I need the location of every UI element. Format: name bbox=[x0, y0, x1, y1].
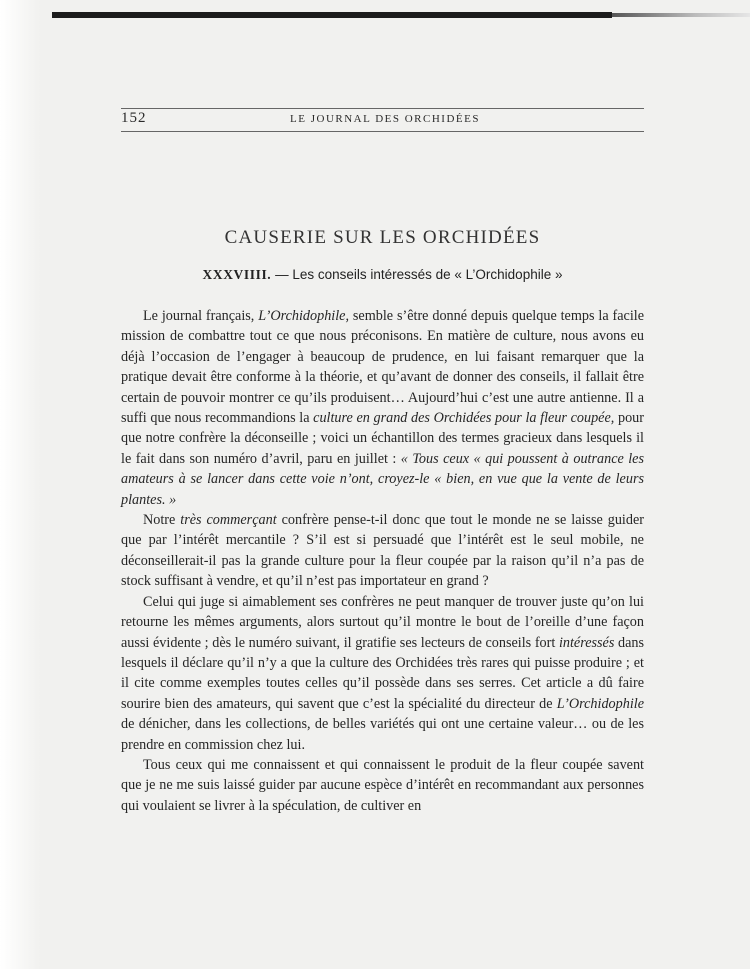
header-rule-lower bbox=[121, 131, 644, 132]
page-margin-shadow bbox=[0, 0, 40, 969]
header-rule-upper bbox=[121, 108, 644, 109]
italic-run: « Tous ceux « qui poussent à outrance les amateurs à se lancer dans cette voie n’ont, croyez-le « bien, en vue que la vente de leurs plantes. » bbox=[121, 450, 645, 508]
italic-run: L’Orchidophile, bbox=[258, 308, 350, 324]
article-body bbox=[121, 306, 644, 816]
top-border-rule bbox=[52, 12, 612, 18]
subtitle-number: XXXVIIII. bbox=[202, 267, 272, 282]
article-subtitle bbox=[121, 267, 644, 283]
subtitle-text: — Les conseils intéressés de « L’Orchidophile » bbox=[275, 267, 563, 282]
italic-run: intéressés bbox=[558, 634, 615, 651]
text-run: Tous ceux qui me connaissent et qui connaissent le produit de la fleur coupée savent que je ne me suis laissé guider par aucune espèce d’intérêt en recommandant aux personnes qui voulaient se livrer à la spéculation, de cultiver en bbox=[121, 756, 644, 814]
text-run: Le journal français, bbox=[143, 308, 259, 324]
text-run: Notre bbox=[143, 512, 181, 529]
text-run: dans lesquels il déclare qu’il n’y a que la culture des Orchidées très rares qui puisse produire ; et il cite comme exemples toutes celles qu’il possède dans ses serres. Cet article a dû faire sourire bien des amateurs, qui savent que c’est la spécialité du directeur de bbox=[121, 634, 644, 712]
italic-run: très commerçant bbox=[180, 512, 277, 529]
text-run: de dénicher, dans les collections, de belles variétés qui ont une certaine valeur… ou de les prendre en commission chez lui. bbox=[121, 716, 644, 753]
body-paragraph bbox=[121, 755, 644, 816]
text-run: confrère pense-t-il donc que tout le monde ne se laisse guider que par l’intérêt mercantile ? S’il est si persuadé que l’intérêt est le seul mobile, ne déconseillerait-il pas la grande culture pour la fleur coupée par la raison qu’il n’a pas de stock suffisant à vendre, et qu’il n’est pas importateur en grand ? bbox=[121, 512, 644, 590]
text-run: semble s’être donné depuis quelque temps la facile mission de combattre tout ce que nous préconisons. En matière de culture, nous avons eu déjà l’occasion de l’engager à beaucoup de prudence, en lui faisant remarquer que la pratique devait être conforme à la théorie, et qu’avant de donner des conseils, il fallait être certain de pouvoir montrer ce qu’ils produisent… Aujourd’hui c’est une autre antienne. Il a suffi que nous recommandions la bbox=[121, 308, 645, 427]
page-number: 152 bbox=[121, 110, 147, 126]
italic-run: L’Orchidophile bbox=[556, 695, 644, 712]
italic-run: culture en grand des Orchidées pour la fleur coupée, bbox=[313, 410, 615, 427]
text-run: pour que notre confrère la déconseille ; voici un échantillon des termes gracieux dans lesquels il le fait dans son numéro d’avril, paru en juillet : bbox=[121, 410, 644, 467]
text-run: Celui qui juge si aimablement ses confrères ne peut manquer de trouver juste qu’on lui retourne les mêmes arguments, alors surtout qu’il montre le bout de l’oreille d’une façon aussi évidente ; dès le numéro suivant, il gratifie ses lecteurs de conseils fort bbox=[121, 593, 644, 651]
running-head: LE JOURNAL DES ORCHIDÉES bbox=[290, 113, 480, 125]
body-paragraph bbox=[121, 510, 644, 592]
body-paragraph bbox=[121, 592, 644, 755]
body-paragraph bbox=[121, 306, 644, 510]
top-border-fade bbox=[612, 13, 750, 17]
article-title: CAUSERIE SUR LES ORCHIDÉES bbox=[224, 227, 541, 248]
